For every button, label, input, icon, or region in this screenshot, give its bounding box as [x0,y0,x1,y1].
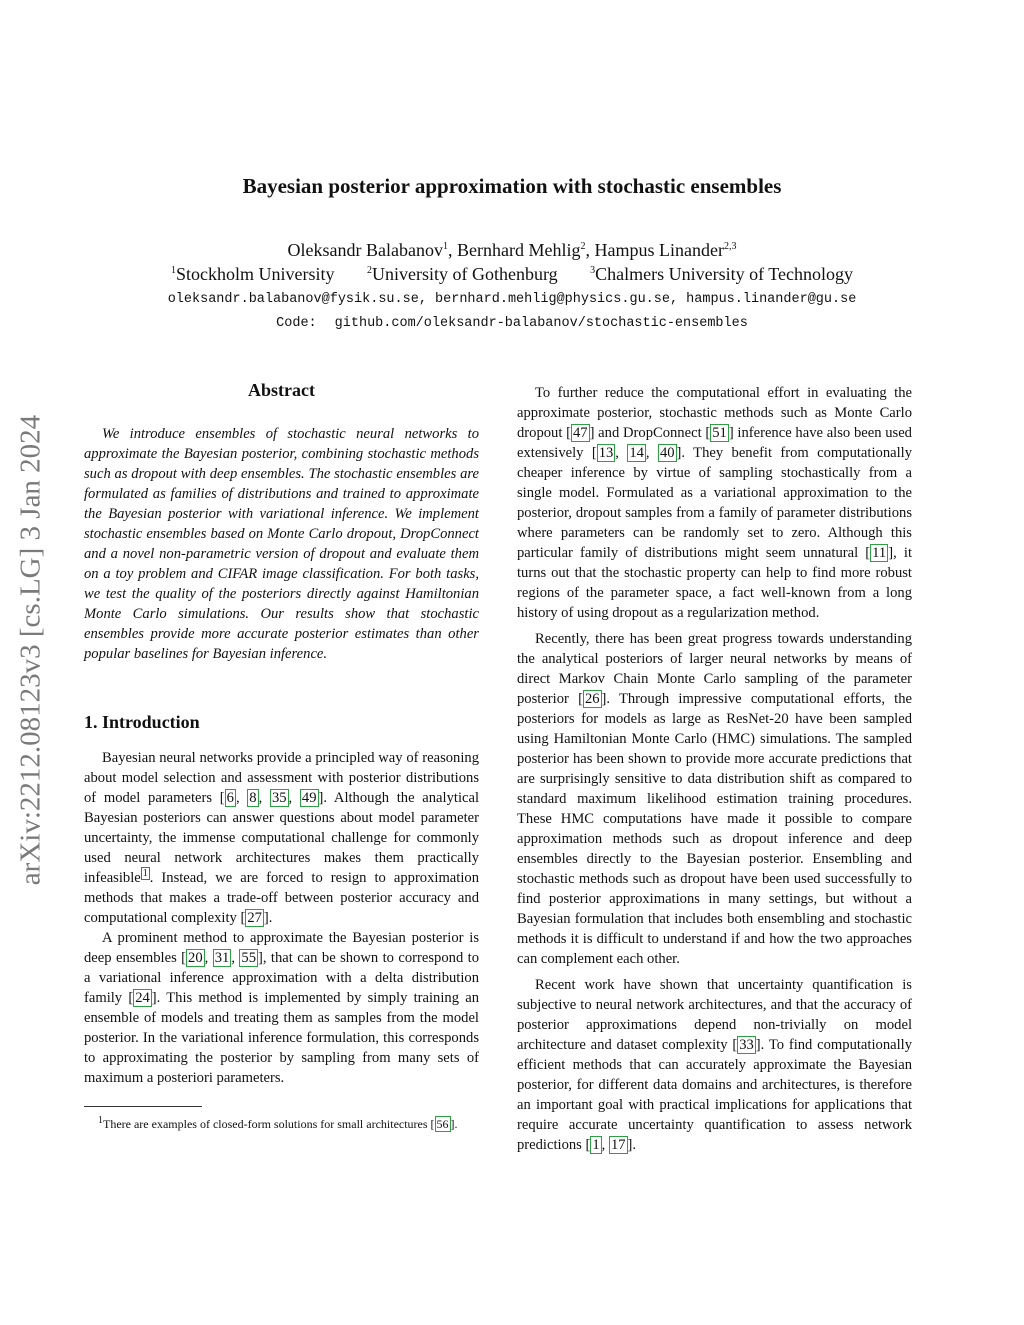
paragraph: To further reduce the computational effort in evaluating the approximate posterior, stochastic methods such as Monte Carlo dropout [ 47 ] and DropConnect [ 51 ] inference have also been used extensively [ 13 , 14 , 40 ]. They benefit from computationally cheaper inference by virtue of sampling stochastically from a single model. Formulated as a variational approximation to the posterior, dropout samples from a family of parameter distributions where parameters can be randomly set to zero. Although this particular family of distributions might seem unnatural [ 11 ], it turns out that the stochastic property can help to find more robust regions of the parameter space, a fact well-known from a long history of using dropout as a regularization method. [517,385,912,621]
author-name: Bernhard Mehlig [457,240,581,260]
citation-link[interactable]: 26 [584,691,600,707]
citation-link[interactable]: 49 [301,790,317,806]
author-name: Hampus Linander [594,240,724,260]
arxiv-stamp: arXiv:2212.08123v3 [cs.LG] 3 Jan 2024 [14,414,47,886]
citation-link[interactable]: 35 [271,790,287,806]
citation-link[interactable]: 20 [188,950,203,966]
citation-link[interactable]: 1 [592,1137,600,1153]
paragraph: Recent work have shown that uncertainty quantification is subjective to neural network architectures, and that the accuracy of posterior approximations depend non-trivially on model architecture and dataset complexity [ 33 ]. To find computationally efficient methods that can accurately approximate the Bayesian posterior, for different data domains and architectures, is therefore an important goal with practical implications for applications that require accurate uncertainty quantification to assess network predictions [ 1 , 17 ]. [517,977,912,1153]
abstract-text: We introduce ensembles of stochastic neural networks to approximate the Bayesian posterior, combining stochastic methods such as dropout with deep ensembles. The stochastic ensembles are formulated as families of distributions and trained to approximate the Bayesian posterior with variational inference. We implement stochastic ensembles based on Monte Carlo dropout, DropConnect and a novel non-parametric version of dropout and evaluate them on a toy problem and CIFAR image classification. For both tasks, we test the quality of the posteriors directly against Hamiltonian Monte Carlo simulations. Our results show that stochastic ensembles provide more accurate posterior estimates than other popular baselines for Bayesian inference. [84,426,479,662]
citation-link[interactable]: 51 [712,425,727,441]
citation-link[interactable]: 8 [249,790,257,806]
citation-link[interactable]: 11 [872,545,887,561]
affiliation: $^2$University of Gothenburg [366,264,558,284]
code-url[interactable]: github.com/oleksandr-balabanov/stochastic-ensembles [334,316,748,331]
affiliation: $^1$Stockholm University [170,264,335,284]
citation-link[interactable]: 17 [610,1137,626,1153]
citation-link[interactable]: 56 [436,1117,449,1131]
paragraph: Bayesian neural networks provide a principled way of reasoning about model selection and assessment with posterior distributions of model parameters [ 6 , 8 , 35 , 49 ]. Although the analytical Bayesian posteriors can answer questions about model parameter uncertainty, the immense computational challenge for commonly used neural network architectures makes them practically infeasible $^1$ . Instead, we are forced to resign to approximation methods that makes a trade-off between posterior accuracy and computational complexity [ 27 ]. [84,750,480,926]
author-affil-mark: 2,3 [723,241,737,252]
affiliation: $^3$Chalmers University of Technology [590,264,854,284]
code-line [0,316,1024,331]
citation-link[interactable]: 14 [629,445,644,461]
citation-link[interactable]: 55 [241,950,256,966]
citation-link[interactable]: 6 [226,790,234,806]
author-affil-mark: 2 [580,241,586,252]
citation-link[interactable]: 31 [214,950,230,966]
paragraph: Recently, there has been great progress towards understanding the analytical posteriors of larger neural networks by means of direct Markov Chain Monte Carlo sampling of the parameter posterior [ 26 ]. Through impressive computational efforts, the posteriors for models as large as ResNet-20 have been sampled using Hamiltonian Monte Carlo (HMC) simulations. The sampled posterior has been shown to provide more accurate predictions that are surprisingly sensitive to data distribution shift as compared to standard maximum likelihood estimation training procedures. These HMC computations have made it possible to compare approximation methods such as dropout inference and deep ensembles directly to the Bayesian posterior. Ensembling and stochastic methods such as dropout have been used successfully to find posterior approximations in many settings, but without a Bayesian formulation that includes both ensembling and stochastic methods it is difficult to understand if and how the two approaches can complement each other. [517,631,913,967]
author-affil-mark: 1 [443,241,448,252]
right-column [517,383,912,1161]
author-emails: oleksandr.balabanov@fysik.su.se, bernhard.mehlig@physics.gu.se, hampus.linander@gu.se [167,292,857,307]
citation-link[interactable]: 47 [573,425,588,441]
section-heading: 1. Introduction [84,712,200,732]
citation-link[interactable]: 33 [739,1037,754,1053]
paper-title: Bayesian posterior approximation with stochastic ensembles [242,174,782,198]
affiliation-list [0,264,1024,285]
author-name: Oleksandr Balabanov [287,240,443,260]
citation-link[interactable]: 27 [247,910,262,926]
footnote-divider [84,1106,202,1107]
citation-link[interactable]: 13 [598,445,614,461]
paragraph: A prominent method to approximate the Bayesian posterior is deep ensembles [ 20 , 31 , 55 ], that can be shown to correspond to a variational inference approximation with a delta distribution family [ 24 ]. This method is implemented by simply training an ensemble of models and treating them as samples from the model posterior. In the variational inference formulation, this corresponds to approximating the posterior by sampling from many sets of maximum a posteriori parameters. [84,930,480,1086]
footnote-link[interactable]: 1 [142,868,148,880]
left-column [84,380,479,1132]
author-list: Oleksandr Balabanov$^1$, Bernhard Mehlig$^2$, Hampus Linander$^{2,3}$ [287,240,737,260]
code-label: Code: [276,316,317,331]
abstract-heading: Abstract [248,380,315,400]
citation-link[interactable]: 24 [135,990,150,1006]
footnote: $^1$There are examples of closed-form solutions for small architectures [ 56 ]. [98,1115,458,1131]
citation-link[interactable]: 40 [659,445,675,461]
